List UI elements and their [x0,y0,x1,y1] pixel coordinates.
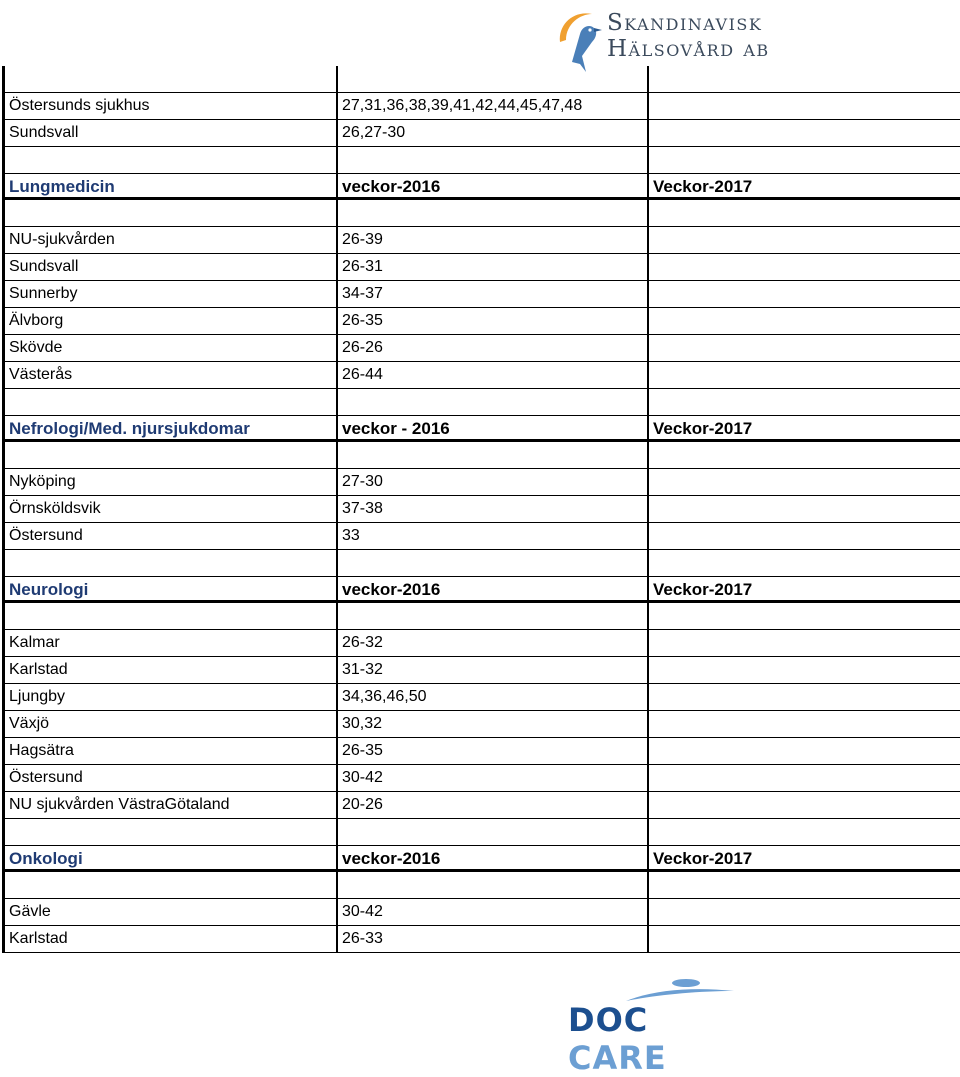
section-header-row [5,174,960,200]
weeks-2017-cell [649,442,960,468]
hospital-name-cell: Sunnerby [5,281,338,307]
hospital-name-cell [5,872,338,898]
weeks-2017-cell [649,899,960,925]
table-row [5,765,960,792]
hospital-name-cell: NU sjukvården VästraGötaland [5,792,338,818]
table-row [5,335,960,362]
hospital-name-cell [5,66,338,92]
weeks-2017-cell [649,147,960,173]
table-row [5,93,960,120]
section-title: Lungmedicin [5,174,338,197]
table-row [5,738,960,765]
weeks-2017-cell [649,630,960,656]
weeks-2016-cell: 31-32 [338,657,649,683]
weeks-2017-cell [649,684,960,710]
weeks-2017-cell [649,120,960,146]
weeks-2016-cell: 26-33 [338,926,649,952]
table-row [5,872,960,899]
table-row [5,603,960,630]
weeks-2016-cell: veckor-2016 [338,174,649,197]
hospital-name-cell [5,550,338,576]
hospital-name-cell: Kalmar [5,630,338,656]
weeks-2016-cell: veckor-2016 [338,577,649,600]
care-text: CARE [568,1039,667,1077]
weeks-2017-cell [649,657,960,683]
table-row [5,66,960,93]
table-row [5,926,960,953]
hospital-name-cell: Östersunds sjukhus [5,93,338,119]
weeks-2016-cell: 20-26 [338,792,649,818]
hospital-name-cell: Sundsvall [5,120,338,146]
table-row [5,523,960,550]
hospital-name-cell: NU-sjukvården [5,227,338,253]
weeks-2017-cell [649,765,960,791]
weeks-2017-cell [649,603,960,629]
doc-text: DOC [568,1001,649,1039]
bird-logo-icon [552,4,612,74]
weeks-2016-cell: 26-31 [338,254,649,280]
weeks-2016-cell: 26-39 [338,227,649,253]
section-title: Neurologi [5,577,338,600]
hospital-name-cell: Östersund [5,765,338,791]
table-row [5,550,960,577]
weeks-2017-cell [649,469,960,495]
weeks-2016-cell: 34,36,46,50 [338,684,649,710]
hospital-name-cell: Växjö [5,711,338,737]
weeks-2016-cell: 33 [338,523,649,549]
hospital-name-cell: Hagsätra [5,738,338,764]
weeks-2016-cell [338,389,649,415]
weeks-2016-cell: 34-37 [338,281,649,307]
weeks-2016-cell [338,147,649,173]
weeks-2017-cell [649,200,960,226]
hospital-name-cell: Älvborg [5,308,338,334]
weeks-2017-cell [649,792,960,818]
section-header-row [5,846,960,872]
hospital-name-cell: Karlstad [5,926,338,952]
table-row [5,899,960,926]
weeks-2016-cell: veckor-2016 [338,846,649,869]
skandinavisk-halsovard-logo [552,4,772,74]
weeks-2017-cell [649,362,960,388]
table-row [5,630,960,657]
hospital-name-cell [5,819,338,845]
weeks-2017-cell [649,254,960,280]
weeks-2017-cell [649,66,960,92]
weeks-2017-cell [649,926,960,952]
weeks-2016-cell: 26,27-30 [338,120,649,146]
section-title: Onkologi [5,846,338,869]
weeks-2016-cell [338,603,649,629]
table-row [5,254,960,281]
table-row [5,362,960,389]
table-row [5,308,960,335]
table-row [5,469,960,496]
hospital-name-cell: Gävle [5,899,338,925]
weeks-2016-cell: 30,32 [338,711,649,737]
doc-care-wordmark [568,1001,751,1077]
weeks-2017-cell: Veckor-2017 [649,416,960,439]
weeks-2016-cell: 26-26 [338,335,649,361]
hospital-name-cell: Västerås [5,362,338,388]
weeks-2017-cell [649,738,960,764]
hospital-name-cell: Östersund [5,523,338,549]
weeks-2016-cell: 26-44 [338,362,649,388]
weeks-2017-cell [649,496,960,522]
weeks-2017-cell [649,93,960,119]
weeks-2017-cell [649,308,960,334]
weeks-2017-cell [649,819,960,845]
weeks-2017-cell [649,389,960,415]
section-header-row [5,416,960,442]
hospital-name-cell [5,442,338,468]
table-row [5,792,960,819]
weeks-2017-cell [649,281,960,307]
table-row [5,227,960,254]
table-row [5,711,960,738]
weeks-2017-cell [649,523,960,549]
table-row [5,442,960,469]
weeks-2016-cell: 27,31,36,38,39,41,42,44,45,47,48 [338,93,649,119]
section-header-row [5,577,960,603]
doc-care-logo [566,975,751,1077]
weeks-2017-cell: Veckor-2017 [649,174,960,197]
table-row [5,200,960,227]
weeks-2016-cell: 26-32 [338,630,649,656]
weeks-2016-cell [338,550,649,576]
table-row [5,657,960,684]
weeks-2016-cell: 26-35 [338,308,649,334]
weeks-2016-cell: 30-42 [338,765,649,791]
weeks-2016-cell: 30-42 [338,899,649,925]
weeks-2016-cell [338,200,649,226]
weeks-2016-cell [338,66,649,92]
table-row [5,496,960,523]
table-row [5,281,960,308]
section-title: Nefrologi/Med. njursjukdomar [5,416,338,439]
hospital-name-cell [5,147,338,173]
weeks-2017-cell [649,550,960,576]
schedule-table [2,66,960,953]
hospital-name-cell: Nyköping [5,469,338,495]
weeks-2016-cell [338,819,649,845]
weeks-2017-cell: Veckor-2017 [649,577,960,600]
hospital-name-cell [5,200,338,226]
table-row [5,389,960,416]
weeks-2016-cell: veckor - 2016 [338,416,649,439]
hospital-name-cell [5,603,338,629]
hospital-name-cell: Sundsvall [5,254,338,280]
weeks-2017-cell [649,227,960,253]
weeks-2017-cell [649,335,960,361]
weeks-2017-cell: Veckor-2017 [649,846,960,869]
hospital-name-cell: Örnsköldsvik [5,496,338,522]
weeks-2016-cell: 27-30 [338,469,649,495]
hospital-name-cell: Skövde [5,335,338,361]
table-row [5,147,960,174]
table-row [5,684,960,711]
brand-line-1: Skandinavisk [607,10,763,36]
brand-line-2: Hälsovård ab [607,36,770,62]
weeks-2016-cell: 26-35 [338,738,649,764]
hospital-name-cell: Karlstad [5,657,338,683]
table-row [5,120,960,147]
weeks-2017-cell [649,711,960,737]
weeks-2016-cell [338,872,649,898]
weeks-2016-cell [338,442,649,468]
table-row [5,819,960,846]
weeks-2016-cell: 37-38 [338,496,649,522]
weeks-2017-cell [649,872,960,898]
hospital-name-cell [5,389,338,415]
hospital-name-cell: Ljungby [5,684,338,710]
